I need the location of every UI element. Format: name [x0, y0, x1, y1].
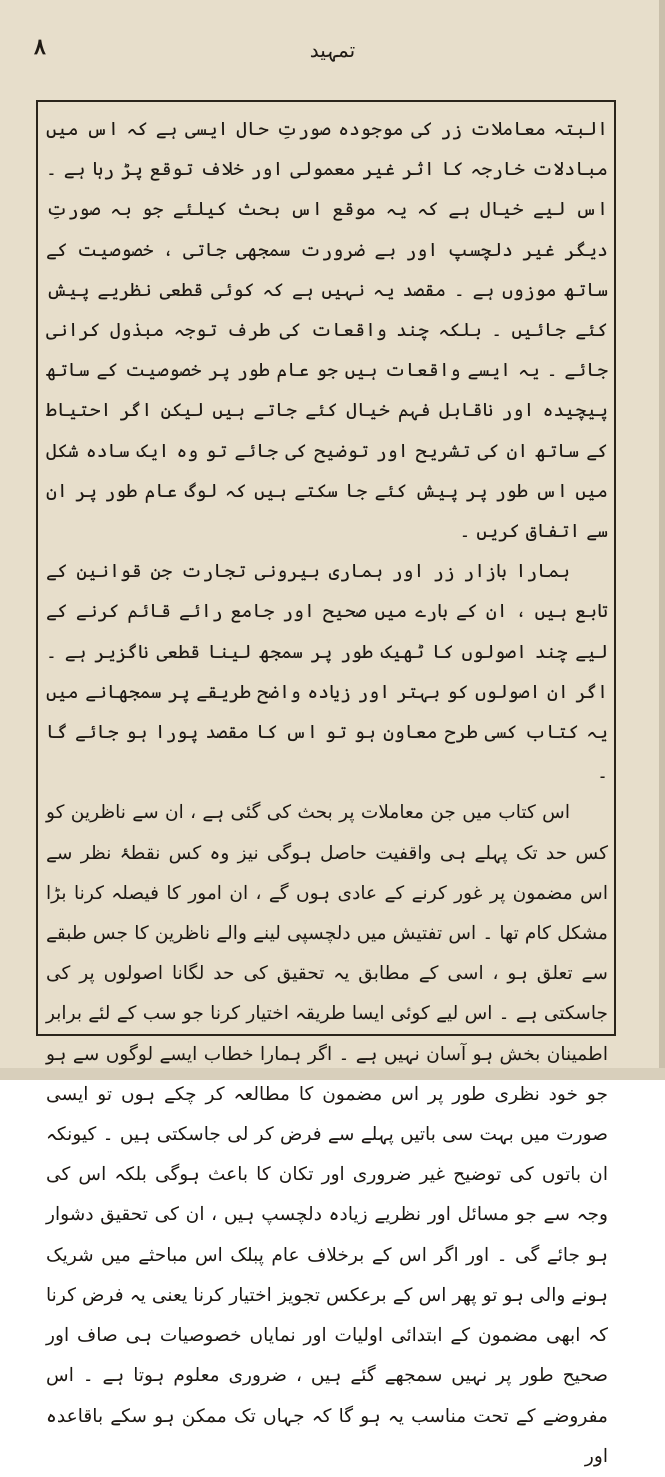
body-text — [46, 110, 608, 1477]
page-edge-bottom — [0, 1068, 665, 1080]
paragraph-2: ہمارا بازار زر اور ہماری بیرونی تجارت جن قوانین کے تابع ہیں ، ان کے بارے میں صحیح اور جامع رائے قائم کرنے کے لیے چند اصولوں کا ٹھیک طور پر سمجھ لینا قطعی ناگزیر ہے ۔ اگر ان اصولوں کو بہتر اور زیادہ واضح طریقے پر سمجھانے میں یہ کتاب کسی طرح معاون ہو تو اس کا مقصد پورا ہو جائے گا ۔ — [46, 561, 608, 784]
page-number: ۸ — [34, 34, 46, 60]
paragraph-1: البتہ معاملات زر کی موجودہ صورتِ حال ایسی ہے کہ اس میں مبادلات خارجہ کا اثر غیر معمولی اور خلاف توقع پڑ رہا ہے ۔ اس لیے خیال ہے کہ یہ موقع اس بحث کیلئے جو بہ صورتِ دیگر غیر دلچسپ اور بے ضرورت سمجھی جاتی ، خصوصیت کے ساتھ موزوں ہے ۔ مقصد یہ نہیں ہے کہ کوئی قطعی نظریے پیش کئے جائیں ۔ بلکہ چند واقعات کی طرف توجہ مبذول کرانی جائے ۔ یہ ایسے واقعات ہیں جو عام طور پر خصوصیت کے ساتھ پیچیدہ اور ناقابل فہم خیال کئے جاتے ہیں لیکن اگر احتیاط کے ساتھ ان کی تشریح اور توضیح کی جائے تو وہ ایک سادہ شکل میں اس طور پر پیش کئے جا سکتے ہیں کہ لوگ عام طور پر ان سے اتفاق کریں ۔ — [46, 119, 608, 543]
page-edge-right — [659, 0, 665, 1080]
paragraph-3: اس کتاب میں جن معاملات پر بحث کی گئی ہے ، ان سے ناظرین کو کس حد تک پہلے ہی واقفیت حاصل ہوگی نیز وہ کس نقطۂ نظر سے اس مضمون پر غور کرنے کے عادی ہوں گے ، ان امور کا فیصلہ کرنا بڑا مشکل کام تھا ۔ اس تفتیش میں دلچسپی لینے والے ناظرین کا جس طبقے سے تعلق ہو ، اسی کے مطابق یہ تحقیق کی حد لگانا اصولوں پر کی جاسکتی ہے ۔ اس لیے کوئی ایسا طریقہ اختیار کرنا جو سب کے لئے برابر اطمینان بخش ہو آسان نہیں ہے ۔ اگر ہمارا خطاب ایسے لوگوں سے ہو جو خود نظری طور پر اس مضمون کا مطالعہ کر چکے ہوں تو ایسی صورت میں بہت سی باتیں پہلے سے فرض کر لی جاسکتی ہیں ۔ کیونکہ ان باتوں کی توضیح غیر ضروری اور تکان کا باعث ہوگی بلکہ اس کی وجہ سے جو مسائل اور نظریے زیادہ دلچسپ ہیں ، ان کی تحقیق دشوار ہو جائے گی ۔ اور اگر اس کے برخلاف عام پبلک اس مباحثے میں شریک ہونے والی ہو تو پھر اس کے برعکس تجویز اختیار کرنا یعنی یہ فرض کرنا کہ ابھی مضمون کے ابتدائی اولیات اور نمایاں خصوصیات ہی صاف اور صحیح طور پر نہیں سمجھے گئے ہیں ، ضروری معلوم ہوتا ہے ۔ اس مفروضے کے تحت مناسب یہ ہو گا کہ جہاں تک ممکن ہو سکے باقاعدہ اور — [46, 802, 608, 1467]
running-title: تمہید — [309, 38, 356, 62]
